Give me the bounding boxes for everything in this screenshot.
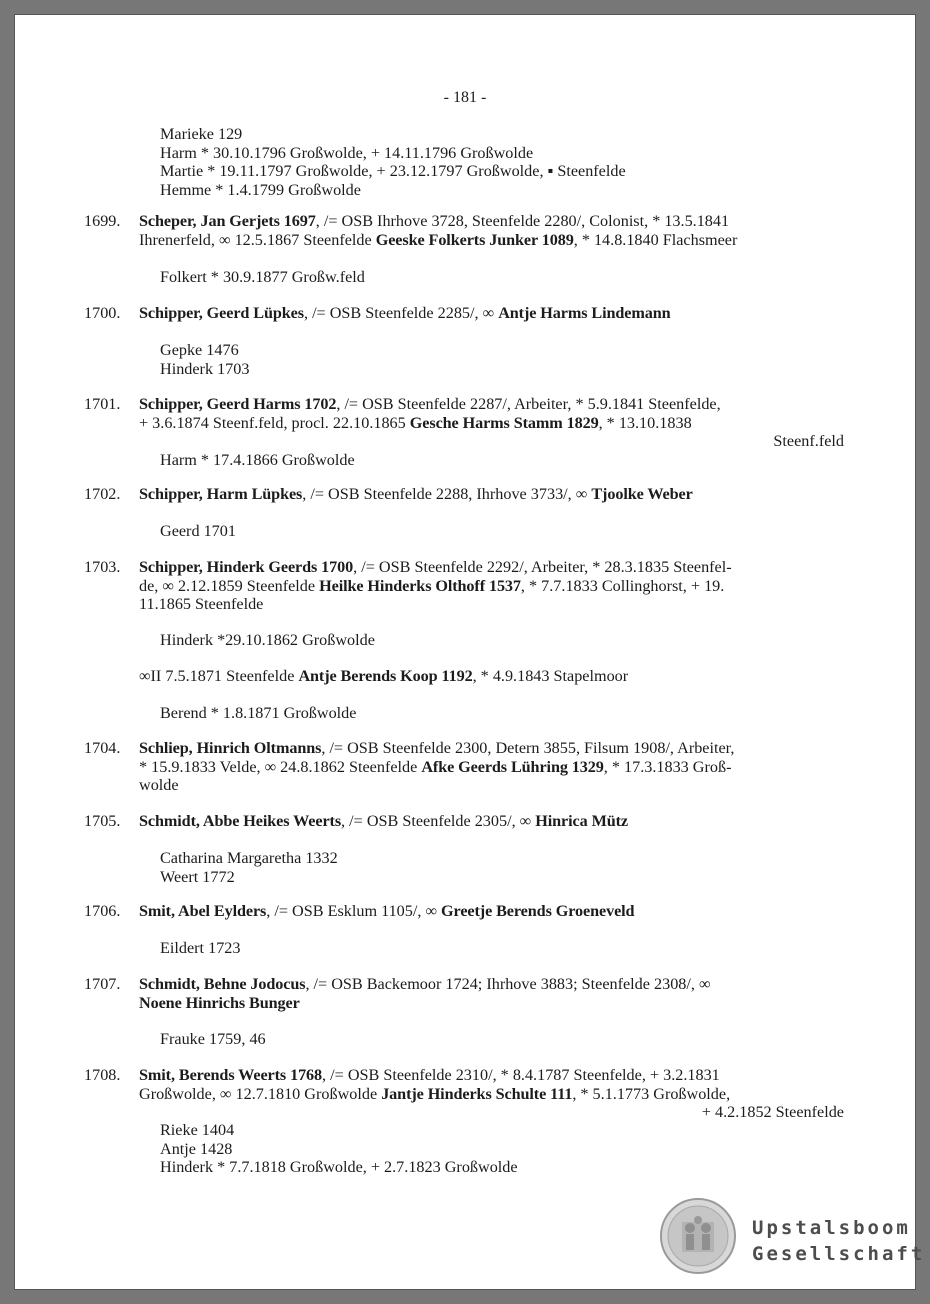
logo-text-line2: Gesellschaft: [752, 1243, 926, 1265]
entry-details: , /= OSB Steenfelde 2287/, Arbeiter, * 5.9.1841 Steenfelde,: [336, 395, 721, 413]
logo-text-line1: Upstalsboom: [752, 1217, 911, 1239]
entry-line: 11.1865 Steenfelde: [139, 595, 264, 613]
entry-details: , /= OSB Steenfelde 2300, Detern 3855, Filsum 1908/, Arbeiter,: [321, 739, 735, 757]
entry-number: 1705.: [84, 812, 121, 830]
entry-number: 1702.: [84, 485, 121, 503]
entry-line: [139, 395, 721, 414]
child-line: Geerd 1701: [160, 522, 236, 540]
spouse-name: Hinrica Mütz: [535, 812, 629, 830]
entry-number: 1704.: [84, 739, 121, 757]
entry-details: , /= OSB Ihrhove 3728, Steenfelde 2280/, Colonist, * 13.5.1841: [315, 212, 730, 230]
entry-line: [139, 975, 711, 994]
entry-number: 1708.: [84, 1066, 121, 1084]
entry-number: 1707.: [84, 975, 121, 993]
person-name: Smit, Berends Weerts 1768: [139, 1066, 323, 1084]
entry-details: , * 7.7.1833 Collinghorst, + 19.: [520, 576, 725, 595]
child-line: Hemme * 1.4.1799 Großwolde: [160, 180, 361, 199]
entry-line: [139, 231, 737, 250]
entry-details: , /= OSB Backemoor 1724; Ihrhove 3883; Steenfelde 2308/, ∞: [305, 975, 711, 993]
second-marriage-line: [139, 667, 628, 686]
child-line: Weert 1772: [160, 867, 235, 886]
person-name: Schipper, Harm Lüpkes: [139, 485, 303, 503]
entry-line: [139, 812, 628, 831]
entry-line: wolde: [139, 776, 179, 794]
entry-number: 1699.: [84, 212, 121, 230]
person-name: Smit, Abel Eylders: [139, 902, 267, 920]
entry-line: [139, 558, 732, 577]
entry-details: , * 4.9.1843 Stapelmoor: [472, 667, 629, 685]
spouse-name: Gesche Harms Stamm 1829: [409, 413, 599, 432]
entry-details: , /= OSB Esklum 1105/, ∞: [266, 902, 442, 920]
entry-details: , /= OSB Steenfelde 2310/, * 8.4.1787 Steenfelde, + 3.2.1831: [322, 1066, 720, 1084]
spouse-name: Antje Harms Lindemann: [498, 304, 671, 322]
spouse-name: Tjoolke Weber: [591, 485, 693, 503]
entry-number: 1706.: [84, 902, 121, 920]
child-line: Marieke 129: [160, 125, 243, 143]
spouse-name: Jantje Hinderks Schulte 111: [381, 1084, 573, 1103]
entry-details: ∞II 7.5.1871 Steenfelde: [139, 667, 299, 685]
entry-details: , * 13.10.1838: [598, 413, 692, 432]
seal-icon: [660, 1198, 736, 1274]
person-name: Scheper, Jan Gerjets 1697: [139, 212, 316, 230]
entry-line: [139, 1066, 720, 1085]
entry-details: Großwolde, ∞ 12.7.1810 Großwolde: [139, 1084, 382, 1103]
entry-line: [139, 1085, 730, 1104]
child-line: Catharina Margaretha 1332: [160, 849, 338, 867]
child-line: Hinderk * 7.7.1818 Großwolde, + 2.7.1823 Großwolde: [160, 1158, 518, 1176]
entry-details: de, ∞ 2.12.1859 Steenfelde: [139, 576, 320, 595]
entry-number: 1701.: [84, 395, 121, 413]
entry-line-right: + 4.2.1852 Steenfelde: [701, 1103, 844, 1121]
person-name: Schipper, Geerd Harms 1702: [139, 395, 337, 413]
entry-details: Ihrenerfeld, ∞ 12.5.1867 Steenfelde: [139, 230, 376, 249]
spouse-name: Heilke Hinderks Olthoff 1537: [319, 576, 521, 595]
entry-line: [139, 994, 300, 1013]
entry-line: [139, 212, 729, 231]
entry-details: , /= OSB Steenfelde 2292/, Arbeiter, * 28.3.1835 Steenfel-: [353, 558, 732, 576]
person-name: Schliep, Hinrich Oltmanns: [139, 739, 322, 757]
entry-number: 1700.: [84, 304, 121, 322]
page-number: - 181 -: [443, 89, 487, 106]
entry-line: [139, 902, 634, 921]
child-line: Frauke 1759, 46: [160, 1030, 266, 1048]
child-line: Rieke 1404: [160, 1121, 235, 1139]
entry-line-right: Steenf.feld: [773, 432, 844, 450]
entry-line: [139, 739, 734, 758]
child-line: Hinderk *29.10.1862 Großwolde: [160, 631, 375, 649]
child-line: Folkert * 30.9.1877 Großw.feld: [160, 268, 365, 286]
entry-details: + 3.6.1874 Steenf.feld, procl. 22.10.1865: [139, 413, 410, 432]
spouse-name: Greetje Berends Groeneveld: [441, 902, 635, 920]
entry-details: , /= OSB Steenfelde 2288, Ihrhove 3733/, ∞: [302, 485, 592, 503]
entry-details: * 15.9.1833 Velde, ∞ 24.8.1862 Steenfelde: [139, 757, 422, 776]
child-line: Hinderk 1703: [160, 359, 250, 378]
person-name: Schmidt, Abbe Heikes Weerts: [139, 812, 342, 830]
spouse-name: Noene Hinrichs Bunger: [139, 993, 300, 1012]
person-name: Schmidt, Behne Jodocus: [139, 975, 306, 993]
entry-line: [139, 414, 692, 433]
entry-details: , /= OSB Steenfelde 2285/, ∞: [303, 304, 499, 322]
entry-line: [139, 485, 693, 504]
spouse-name: Antje Berends Koop 1192: [298, 667, 473, 685]
entry-details: , /= OSB Steenfelde 2305/, ∞: [341, 812, 536, 830]
entry-line: [139, 758, 731, 777]
child-line: Martie * 19.11.1797 Großwolde, + 23.12.1797 Großwolde, ▪ Steenfelde: [160, 162, 626, 180]
spouse-name: Afke Geerds Lühring 1329: [421, 757, 604, 776]
entry-details: , * 17.3.1833 Groß-: [603, 757, 732, 776]
person-name: Schipper, Hinderk Geerds 1700: [139, 558, 354, 576]
child-line: Harm * 17.4.1866 Großwolde: [160, 451, 355, 469]
child-line: Eildert 1723: [160, 939, 241, 957]
person-name: Schipper, Geerd Lüpkes: [139, 304, 304, 322]
child-line: Gepke 1476: [160, 341, 239, 359]
entry-details: , * 14.8.1840 Flachsmeer: [573, 230, 738, 249]
spouse-name: Geeske Folkerts Junker 1089: [375, 230, 574, 249]
entry-line: [139, 304, 671, 323]
child-line: Berend * 1.8.1871 Großwolde: [160, 704, 357, 722]
entry-details: , * 5.1.1773 Großwolde,: [572, 1084, 731, 1103]
entry-line: [139, 577, 724, 596]
child-line: Harm * 30.10.1796 Großwolde, + 14.11.1796 Großwolde: [160, 143, 534, 162]
entry-number: 1703.: [84, 558, 121, 576]
child-line: Antje 1428: [160, 1139, 233, 1158]
